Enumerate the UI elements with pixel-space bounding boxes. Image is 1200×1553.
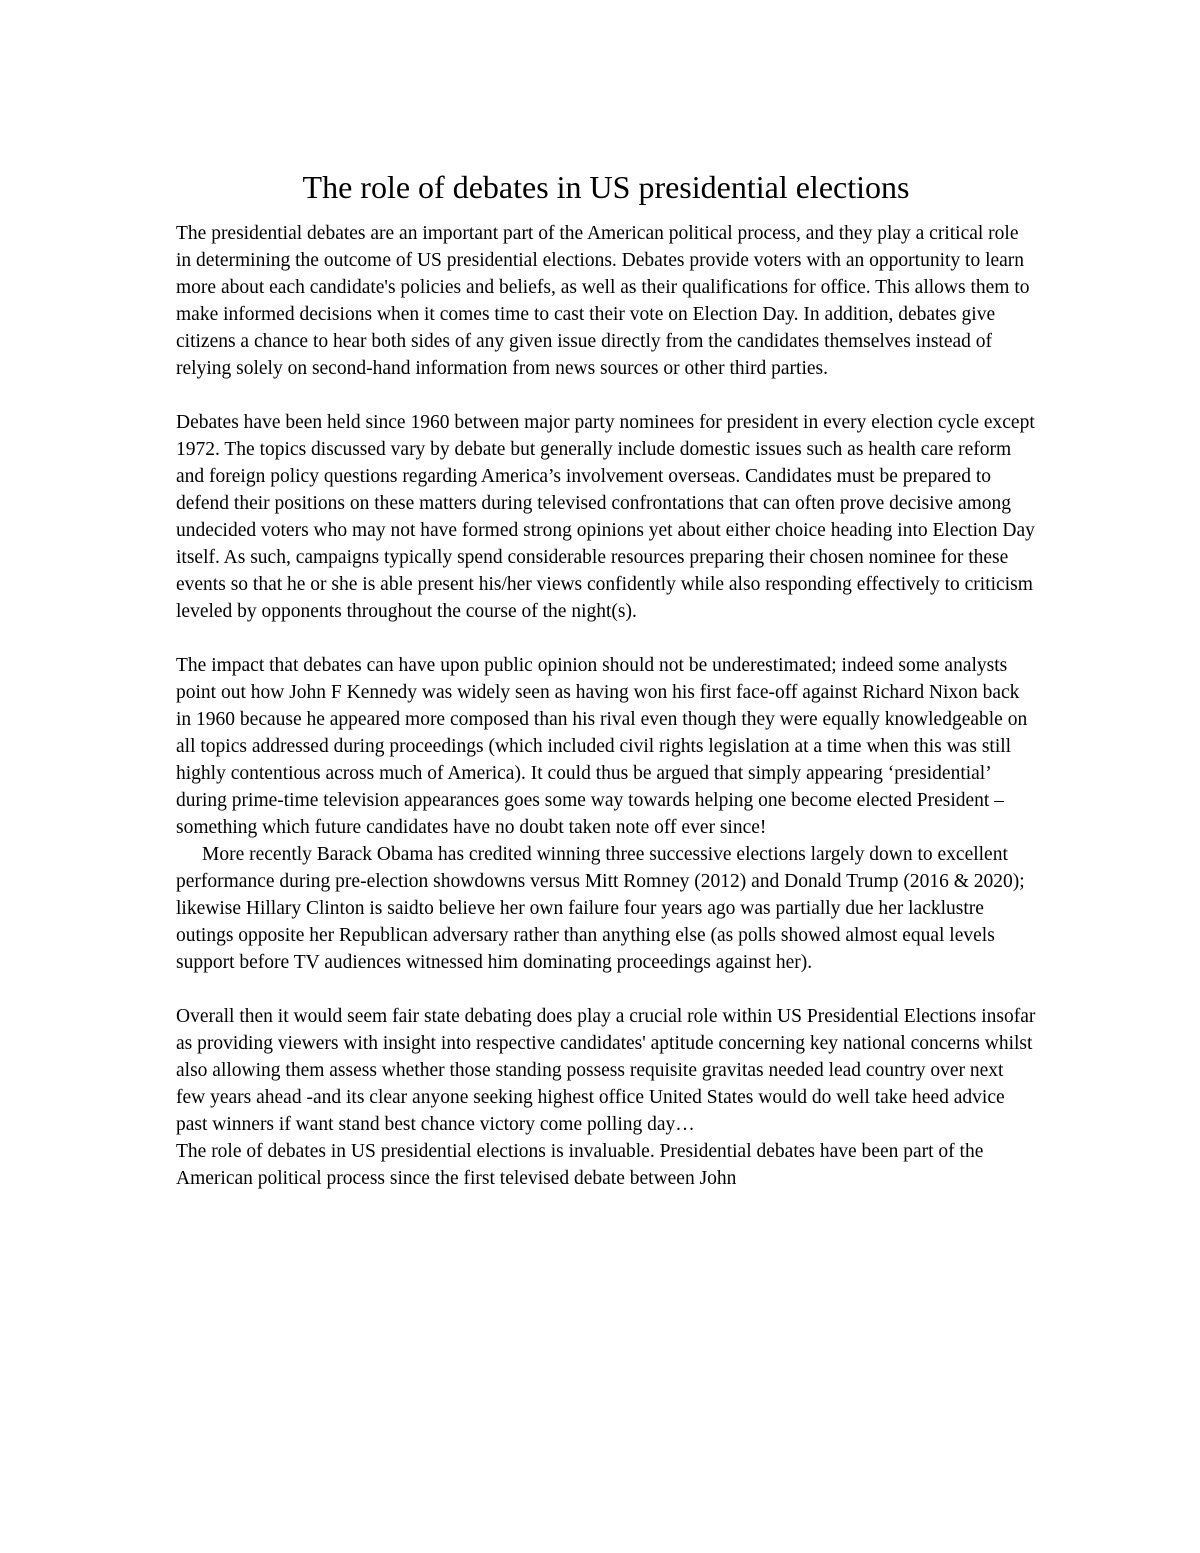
paragraph-recent: More recently Barack Obama has credited winning three successive elections largely down to excellent performance during pre-election showdowns versus Mitt Romney (2012) and Donald Trump (2016 & 2020); likewise Hillary Clinton is saidto believe her own failure four years ago was partially due her lacklustre outings opposite her Republican adversary rather than anything else (as polls showed almost equal levels support before TV audiences witnessed him dominating proceedings against her).: [176, 844, 1025, 973]
paragraph-conclusion: Overall then it would seem fair state debating does play a crucial role within US Presidential Elections insofar as providing viewers with insight into respective candidates' aptitude concerning key national concerns whilst also allowing them assess whether those standing possess requisite gravitas needed lead country over next few years ahead -and its clear anyone seeking highest office United States would do well take heed advice past winners if want stand best chance victory come polling day…: [176, 1006, 1036, 1135]
paragraph-impact: The impact that debates can have upon public opinion should not be underestimated; indeed some analysts point out how John F Kennedy was widely seen as having won his first face-off against Richard Nixon back in 1960 because he appeared more composed than his rival even though they were equally knowledgeable on all topics addressed during proceedings (which included civil rights legislation at a time when this was still highly contentious across much of America). It could thus be argued that simply appearing ‘presidential’ during prime-time television appearances goes some way towards helping one become elected President – something which future candidates have no doubt taken note off ever since!: [176, 655, 1028, 838]
paragraph-intro: The presidential debates are an important part of the American political process, and they play a critical role in determining the outcome of US presidential elections. Debates provide voters with an opportunity to learn more about each candidate's policies and beliefs, as well as their qualifications for office. This allows them to make informed decisions when it comes time to cast their vote on Election Day. In addition, debates give citizens a chance to hear both sides of any given issue directly from the candidates themselves instead of relying solely on second-hand information from news sources or other third parties.: [176, 223, 1030, 379]
paragraph-history: Debates have been held since 1960 between major party nominees for president in every election cycle except 1972. The topics discussed vary by debate but generally include domestic issues such as health care reform and foreign policy questions regarding America’s involvement overseas. Candidates must be prepared to defend their positions on these matters during televised confrontations that can often prove decisive among undecided voters who may not have formed strong opinions yet about either choice heading into Election Day itself. As such, campaigns typically spend considerable resources preparing their chosen nominee for these events so that he or she is able present his/her views confidently while also responding effectively to criticism leveled by opponents throughout the course of the night(s).: [176, 412, 1035, 622]
document-body: [176, 168, 1036, 1192]
paragraph-continuation: The role of debates in US presidential elections is invaluable. Presidential debates have been part of the American political process since the first televised debate between John: [176, 1141, 984, 1189]
document-title: The role of debates in US presidential elections: [302, 169, 910, 205]
